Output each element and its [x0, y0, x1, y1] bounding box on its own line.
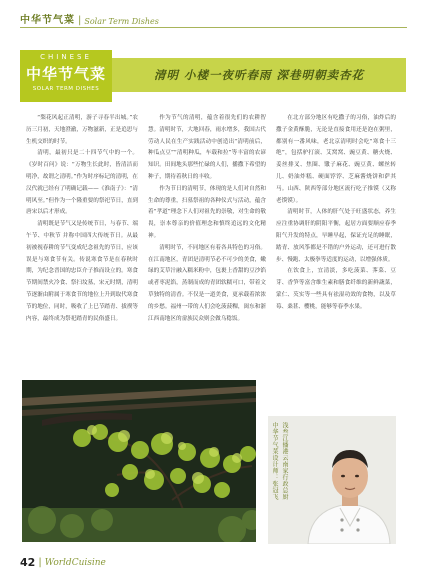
garden-photo	[22, 380, 256, 542]
paragraph: 在饮食上，宜清淡，多吃菠菜、荠菜、豆芽、香笋等富含维生素和膳食纤维的新鲜蔬菜，蒙仁、芡实等一些具有祛湿功效的食物，以及草莓、桑葚、樱桃，能够等春季水果。	[276, 268, 396, 310]
headline-text: 清明 小楼一夜听春雨 深巷明朝卖杏花	[153, 68, 364, 82]
paragraph: “梨花风起正清明，游子寻春半出城。”农历三月初，天地澄澈，万物滋新，正是追思与生机交织的时节。	[26, 115, 138, 145]
section-logo	[20, 50, 112, 102]
article-column-2	[148, 113, 266, 325]
article-column-1	[26, 113, 138, 325]
header-title-en: Solar Term Dishes	[84, 17, 159, 26]
paragraph: 作为节日的清明节，体现的是人们对自然和生命的尊重，扫墓祭祖的各种仪式与活动，蕴含着“孝道”理念下人们对祖先的崇敬，对生命的敬畏，崇本尊亲的价值理念和慎终追远的文化精神。	[148, 185, 266, 239]
header-separator: |	[78, 15, 82, 26]
logo-main-text: 中华节气菜	[25, 65, 106, 83]
paragraph: 清明时节，不同地区有着各具特色的习俗。在江南地区，青团是清明节必不可少的美食，嫩绿的艾草汁融入糯米粉中，包裹上香甜的豆沙馅或者枣泥馅，蒸制而成的青团软糯可口，带着文草独特的清香。不仅是一道美食，更承载着浓浓的乡愁。福州一带的人们会吃菠菠粿，闽东和浙江西南地区的畲族民众则会做乌稔饭。	[148, 244, 266, 322]
garden-photo-illustration	[22, 380, 256, 542]
logo-top-text: CHINESE	[40, 53, 92, 61]
paragraph: 作为节气的清明，蕴含着很先们的农耕智慧。清明时节，大地回春，雨水增多，我国古代劳动人民在生产实践活动中创造出“清明前后，种瓜点豆”“清明种瓜，车载和拉”等丰富的农谚知识。田间地头那些忙碌的人们，播撒下希望的种子，期待着秋日的丰收。	[148, 115, 266, 180]
chef-caption	[270, 422, 294, 500]
header-rule	[20, 27, 407, 28]
running-header	[20, 10, 159, 26]
header-title-cn: 中华节气菜	[20, 15, 75, 26]
paragraph: 在北方部分地区有吃撒子的习俗，油炸后的撒子金黄酥脆，无论是直接食用还是泡在粥里，都别有一番风味，老北京清明时会吃“寒食十三绝”，包括驴打滚、艾窝窝、豌豆黄、糖火烧、姜丝排叉、焦圈、馓子麻花、豌豆黄、螺丝转儿、奶油炸糕、硬面饽饽、芝麻酱烧饼和萨其马。山西、陕西等部分地区流行吃子推馍（又称老馍馍）。	[276, 115, 396, 204]
page-number: 42	[20, 556, 36, 569]
paragraph: 清明时节，人体的肝气处于旺盛状态，养生应注重协调肝的阴阳平衡，起居方面要顺应春季阳气升发的特点，早睡早起，保证充足的睡眠，踏青、放风筝都是不错的户外运动，还可进行散步、慢跑、太极拳等适度的运动，以增强体质。	[276, 209, 396, 263]
paragraph: 清明既是节气又是传统节日，与春节、端午节、中秋节 并称中国四大传统节日。从最初被视春耕的节气变成纪念祖先的节日，应该误是与寒食节有关。传说寒食节是在春秋时期，为纪念晋国的忠臣介子推而设立的。寒食节期间禁火冷食、祭扫坟墓，宋元时期，清明节逐渐由附属于寒食节的地位上升到取代寒食节的地位，同时，吸收了上巳节踏青、拔禊等内容，最终成为祭祀踏青的民俗盛日。	[26, 221, 138, 322]
chef-portrait	[268, 416, 396, 544]
headline-banner	[112, 58, 406, 92]
paragraph: 清明，最初只是二十四节气中的一个。《岁时百问》说：“万物生长此时，皆清洁而明净，故谓之清明。”作为时序标记的清明，在汉代就已经有了明确记载——《淮南子》：“清明风至。”但作为一个隆重要的祭祀节日，直到唐宋以后才形成。	[26, 150, 138, 216]
article-column-3	[276, 113, 396, 314]
logo-bottom-text: SOLAR TERM DISHES	[32, 86, 100, 92]
magazine-name: WorldCuisine	[44, 557, 106, 568]
page-footer	[20, 556, 106, 569]
caption-line-1: 中华节气菜设计师：张冠飞	[271, 422, 278, 500]
caption-line-2: 浅叁江播港云南家行政总厨	[281, 422, 288, 500]
footer-separator: |	[38, 557, 42, 568]
